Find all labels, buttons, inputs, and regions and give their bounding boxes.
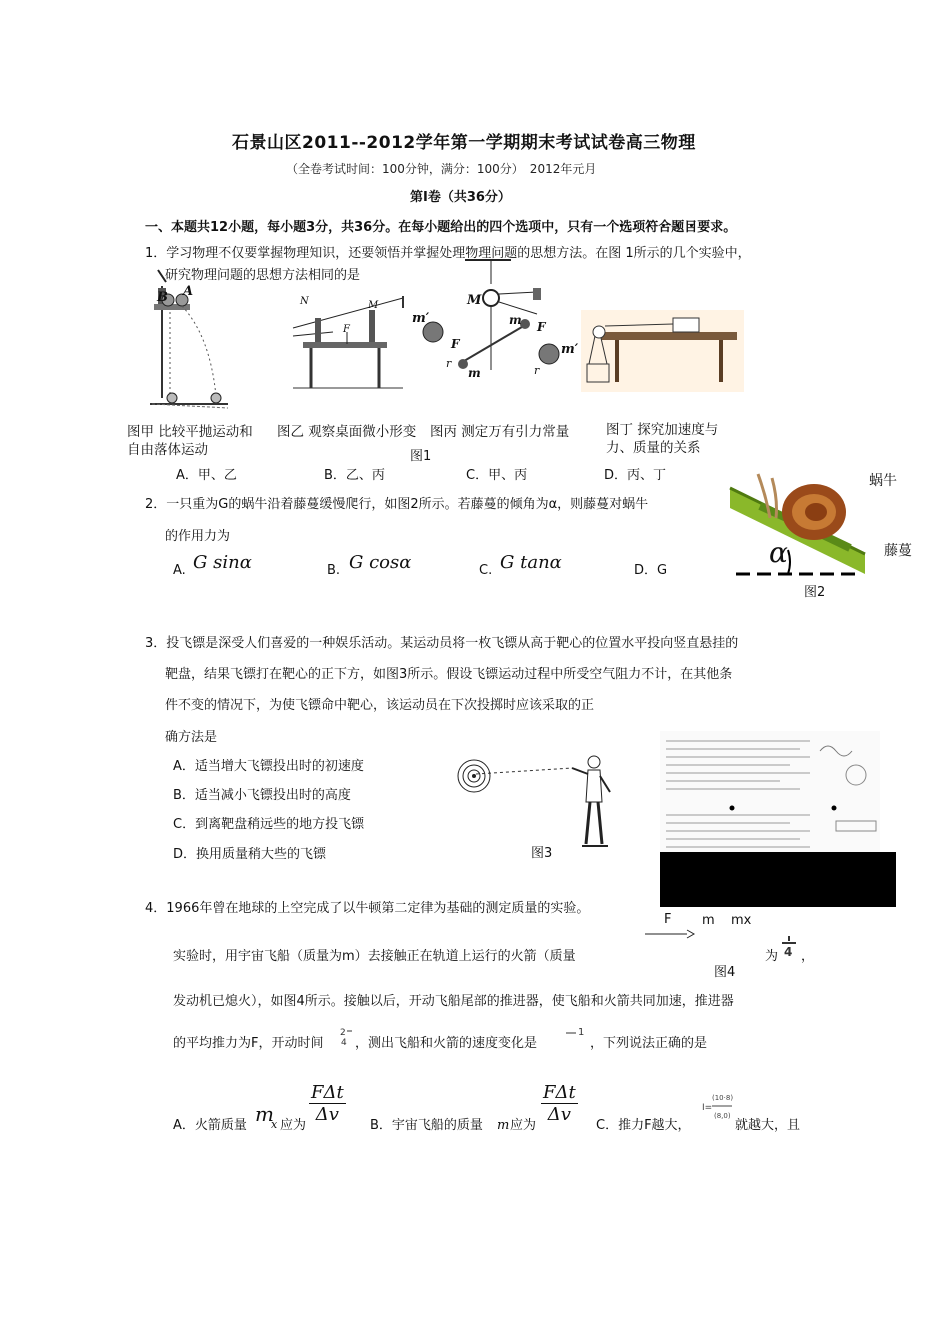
q4-option-a-fraction — [309, 1082, 346, 1125]
q4-stem-line4-c: ，下列说法正确的是 — [590, 1036, 708, 1051]
fig1c-label-m1: m′ — [412, 311, 430, 326]
q4-stem-line2: 实验时，用宇宙飞船（质量为m）去接触正在轨道上运行的火箭（质量 — [173, 949, 576, 964]
figure-4-mx-label: mx — [731, 913, 752, 928]
fig1b-label-f: F — [343, 324, 350, 335]
q4-option-c-prefix: C．推力F越大， — [596, 1118, 691, 1133]
page-title: 石景山区2011--2012学年第一学期期末考试试卷高三物理 — [232, 133, 696, 153]
figure-4-force-arrow — [645, 929, 695, 939]
svg-text:(8,0): (8,0) — [714, 1112, 731, 1120]
q3-stem-line2: 靶盘，结果飞镖打在靶心的正下方，如图3所示。假设飞镖运动过程中所受空气阻力不计，在其他条 — [165, 667, 733, 682]
figure-2-label: 图2 — [804, 585, 826, 600]
fig1c-label-m2: M — [467, 293, 482, 308]
q4-stem-line2-tail: 为 — [765, 949, 779, 964]
q1-option-b: B．乙、丙 — [324, 468, 385, 483]
missing-formula-glyph-4 — [702, 1088, 734, 1128]
figure-4-mass-label: m — [702, 913, 715, 928]
q3-stem-line3: 件不变的情况下，为使飞镖命中靶心，该运动员在下次投掷时应该采取的正 — [165, 698, 595, 713]
q2-option-d: D．G — [634, 563, 668, 578]
fig1c-label-m3: m — [509, 313, 522, 327]
q4-option-a-suffix: 应为 — [280, 1118, 307, 1133]
missing-formula-glyph-1 — [781, 935, 797, 957]
figure-1-label: 图1 — [410, 449, 432, 464]
fig1c-label-m5: m — [468, 366, 481, 380]
q4-stem-line3: 发动机已熄火），如图4所示。接触以后，开动飞船尾部的推进器，使飞船和火箭共同加速，推进器 — [173, 994, 734, 1009]
q1-stem-line2: 研究物理问题的思想方法相同的是 — [165, 268, 361, 283]
figure-4-redaction-block — [660, 852, 896, 907]
figure-1c-caption: 图丙 测定万有引力常量 — [430, 424, 570, 440]
figure-1a-caption: 图甲 比较平抛运动和自由落体运动 — [127, 424, 253, 458]
q4-comma: ， — [801, 949, 815, 964]
q4-option-a-numerator: FΔt — [311, 1082, 344, 1103]
svg-text:2: 2 — [340, 1028, 346, 1038]
q2-stem-line1: 2．一只重为G的蜗牛沿着藤蔓缓慢爬行，如图2所示。若藤蔓的倾角为α，则藤蔓对蜗牛 — [145, 497, 649, 512]
fig1c-label-r2: r — [534, 364, 540, 377]
q4-option-a-prefix: A．火箭质量 — [173, 1118, 247, 1133]
q4-stem-line4-a: 的平均推力为F，开动时间 — [173, 1036, 324, 1051]
figure-1d-diagram — [581, 310, 744, 392]
q4-stem-line1: 4．1966年曾在地球的上空完成了以牛顿第二定律为基础的测定质量的实验。 — [145, 901, 590, 916]
q2-option-a-expr: G sinα — [193, 552, 252, 573]
figure-2-angle-alpha: α — [769, 536, 788, 569]
missing-formula-glyph-3 — [566, 1026, 590, 1040]
q3-option-a: A．适当增大飞镖投出时的初速度 — [173, 759, 364, 774]
fig1b-label-m: M — [368, 300, 379, 311]
q2-option-a-label: A. — [173, 563, 186, 578]
figure-1b-caption: 图乙 观察桌面微小形变 — [277, 424, 417, 440]
q4-option-b-prefix: B．宇宙飞船的质量 — [370, 1118, 483, 1133]
q4-option-b-suffix: 应为 — [510, 1118, 537, 1133]
svg-text:(10·8): (10·8) — [712, 1094, 734, 1102]
q2-option-c-expr: G tanα — [500, 552, 562, 573]
q4-option-a-var: m — [255, 1102, 274, 1126]
q3-stem-line4: 确方法是 — [165, 730, 218, 745]
section-instruction: 一、本题共12小题，每小题3分，共36分。在每小题给出的四个选项中，只有一个选项符合题目要求。 — [145, 220, 737, 235]
q3-option-b: B．适当减小飞镖投出时的高度 — [173, 788, 351, 803]
figure-2-snail-diagram — [730, 466, 865, 576]
fig1c-label-r1: r — [446, 357, 452, 370]
q4-option-b-denominator: Δv — [547, 1104, 571, 1125]
q2-option-c-label: C. — [479, 563, 493, 578]
q3-option-d: D．换用质量稍大些的飞镖 — [173, 847, 327, 862]
q4-stem-line4-b: ，测出飞船和火箭的速度变化是 — [355, 1036, 538, 1051]
q2-option-b-expr: G cosα — [349, 552, 412, 573]
figure-2-snail-label: 蜗牛 — [869, 473, 897, 489]
missing-formula-glyph-2 — [339, 1026, 353, 1046]
part-heading: 第Ⅰ卷（共36分） — [410, 190, 511, 205]
q3-option-c: C．到离靶盘稍远些的地方投飞镖 — [173, 817, 365, 832]
fig1c-label-f2: F — [537, 320, 546, 334]
fig1a-label-b: B — [157, 290, 168, 305]
fig1c-label-f1: F — [451, 337, 460, 351]
figure-2-vine-label: 藤蔓 — [884, 543, 912, 559]
q1-option-c: C．甲、丙 — [466, 468, 528, 483]
svg-text:4: 4 — [341, 1038, 347, 1048]
q2-stem-line2: 的作用力为 — [165, 529, 231, 544]
q2-option-b-label: B. — [327, 563, 341, 578]
svg-text:1: 1 — [578, 1027, 585, 1038]
exam-subtitle: （全卷考试时间：100分钟，满分：100分） 2012年元月 — [286, 162, 597, 176]
q4-option-b-fraction — [541, 1082, 578, 1125]
q3-stem-line1: 3．投飞镖是深受人们喜爱的一种娱乐活动。某运动员将一枚飞镖从高于靶心的位置水平投向竖直悬挂的 — [145, 636, 739, 651]
q1-option-a: A．甲、乙 — [176, 468, 237, 483]
figure-1b-diagram — [293, 288, 413, 390]
figure-3-label: 图3 — [531, 846, 553, 861]
q4-option-a-denominator: Δv — [315, 1104, 339, 1125]
figure-4-scan-region — [660, 731, 880, 853]
svg-text:I=: I= — [702, 1103, 713, 1113]
figure-4-label: 图4 — [714, 965, 736, 980]
figure-1a-diagram — [150, 256, 230, 416]
q4-option-a-subscript: x — [271, 1118, 278, 1131]
q4-option-b-var: m — [497, 1118, 510, 1133]
q4-option-c-suffix: 就越大，且 — [735, 1118, 801, 1133]
q1-option-d: D．丙、丁 — [604, 468, 667, 483]
q1-stem-line1: 1．学习物理不仅要掌握物理知识，还要领悟并掌握处理物理问题的思想方法。在图 1所示的几个实验中， — [145, 246, 751, 261]
q4-option-b-numerator: FΔt — [543, 1082, 576, 1103]
figure-1c-diagram — [405, 254, 575, 384]
fig1c-label-m4: m′ — [561, 342, 579, 357]
fig1a-label-a: A — [183, 284, 194, 299]
figure-4-force-label: F — [664, 912, 672, 927]
figure-1d-caption: 图丁 探究加速度与力、质量的关系 — [606, 422, 719, 456]
figure-3-dart-diagram — [452, 752, 622, 850]
fig1b-label-n: N — [300, 296, 309, 307]
svg-text:4: 4 — [784, 945, 793, 959]
